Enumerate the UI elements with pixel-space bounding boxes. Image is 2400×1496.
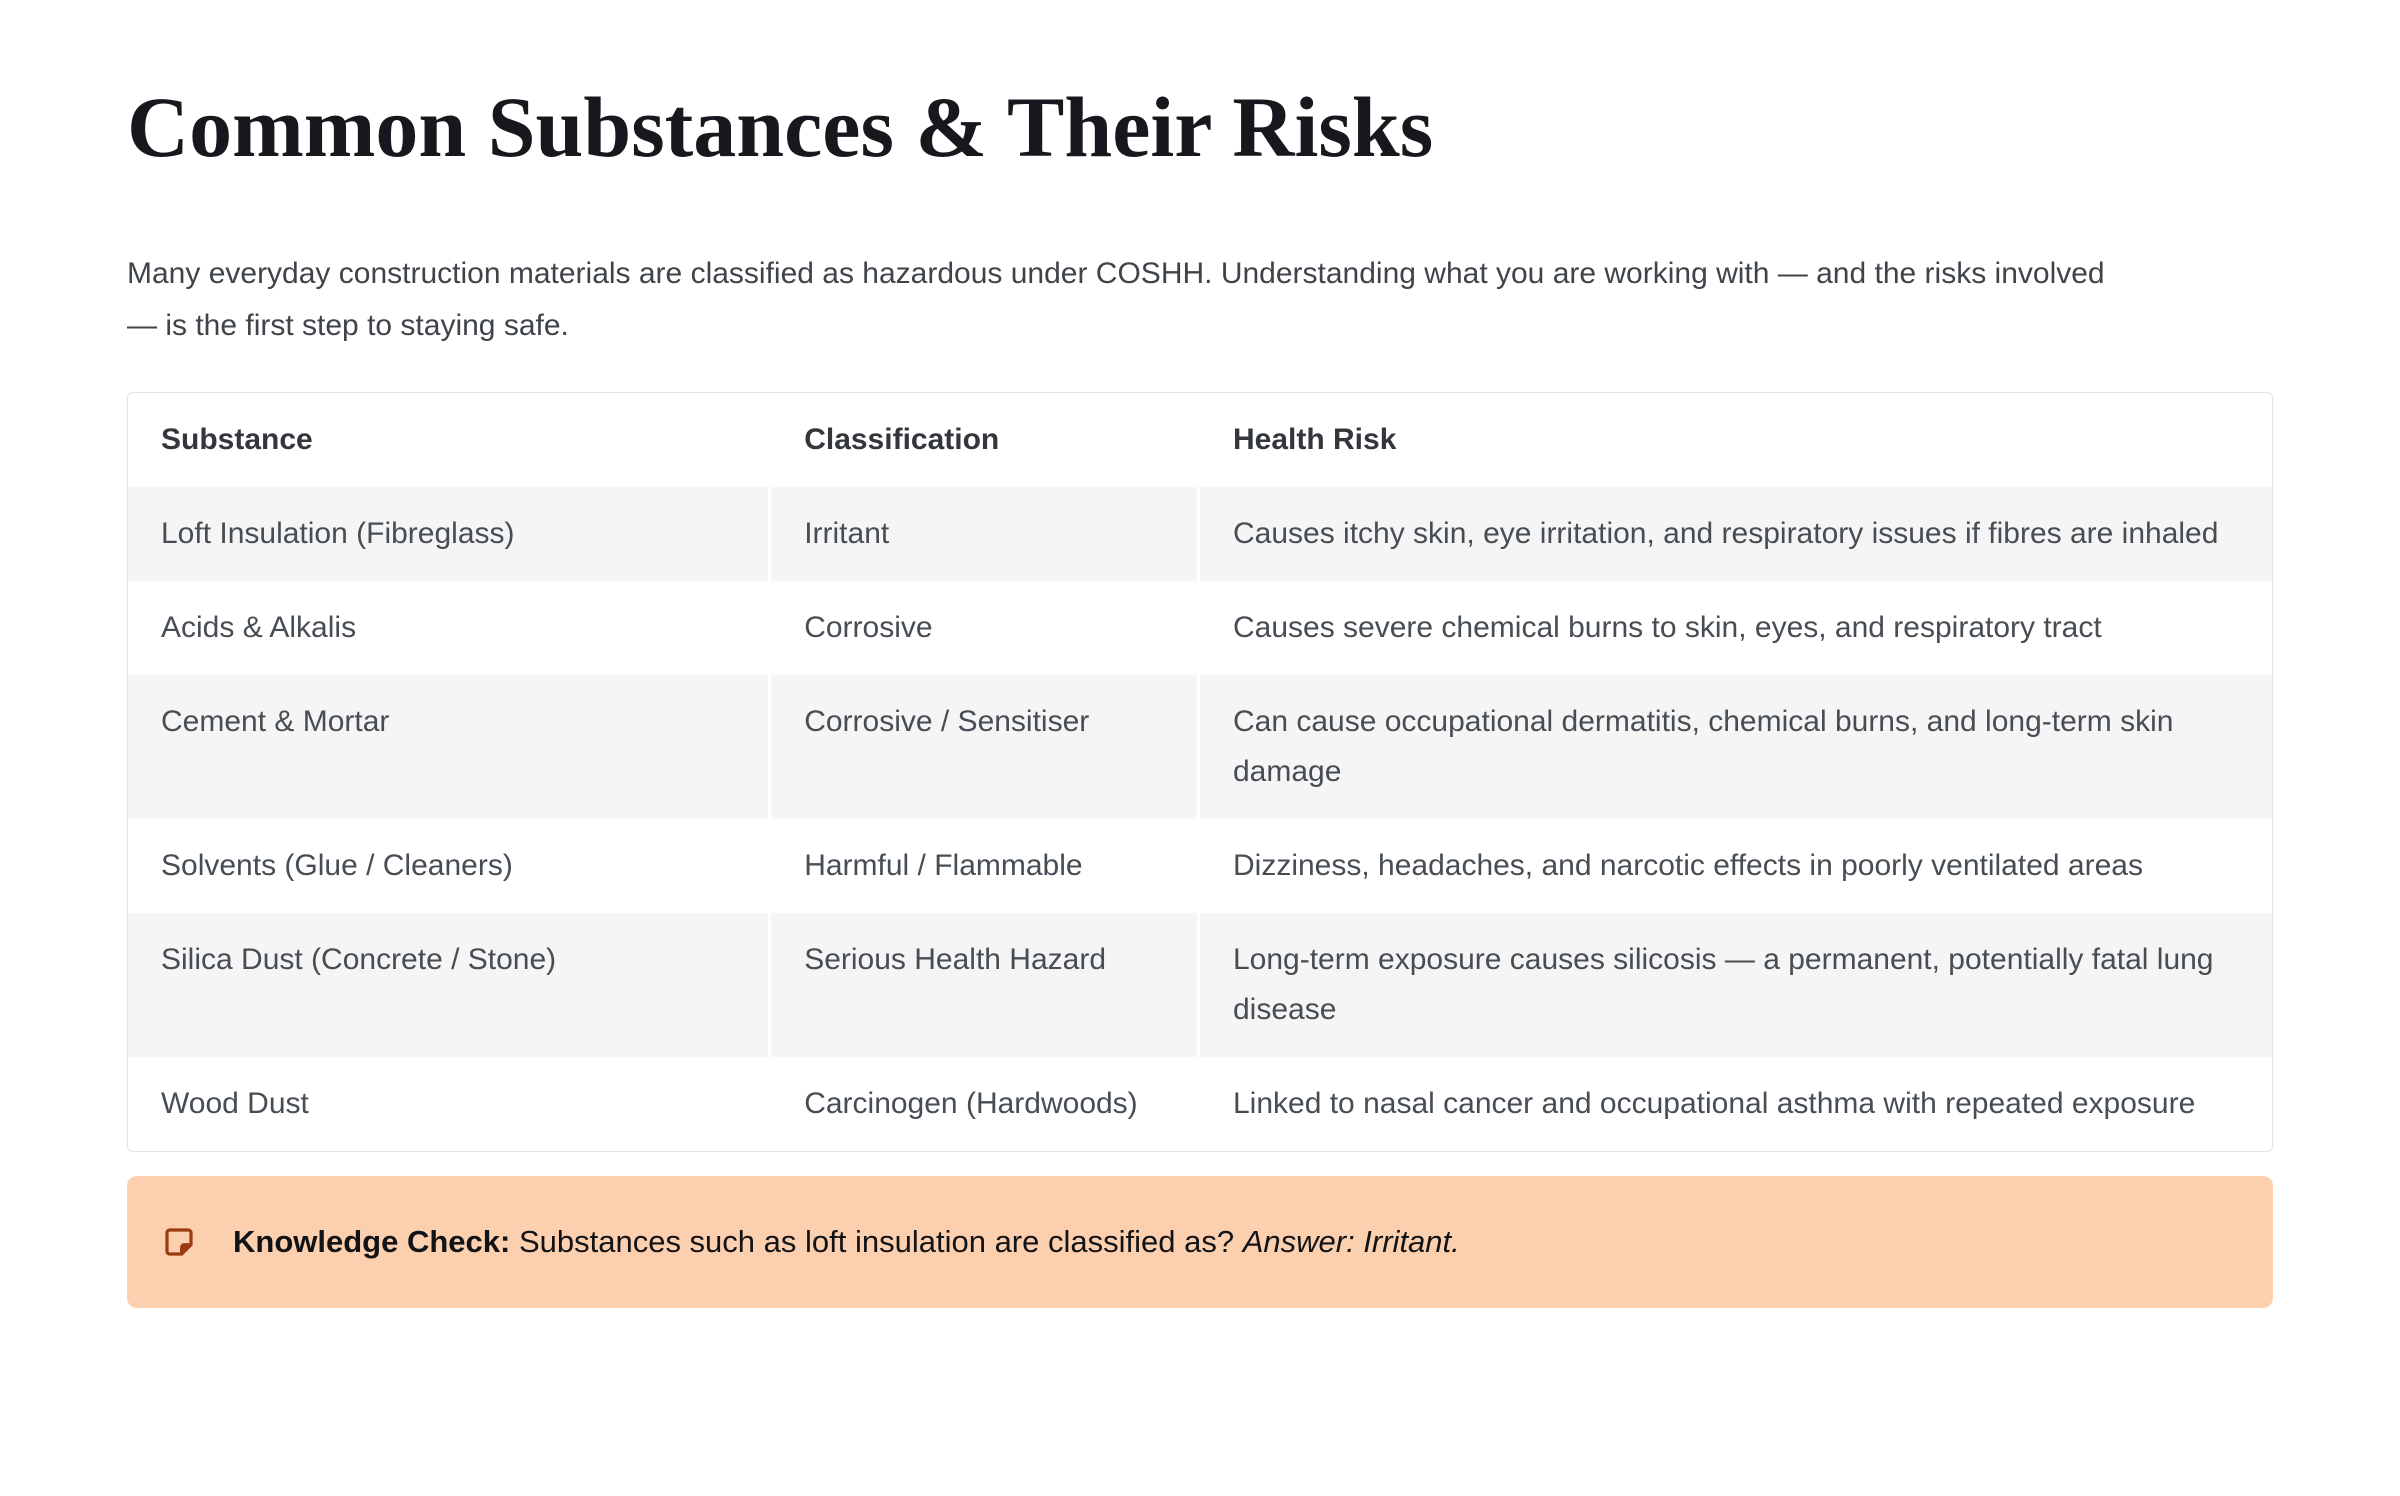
column-header-health-risk: Health Risk <box>1232 423 1397 456</box>
cell-substance: Wood Dust <box>128 1057 771 1151</box>
column-header-substance: Substance <box>128 393 771 487</box>
cell-health-risk: Dizziness, headaches, and narcotic effects in poorly ventilated areas <box>1200 819 2272 913</box>
cell-substance: Solvents (Glue / Cleaners) <box>128 819 771 913</box>
cell-substance: Cement & Mortar <box>128 675 771 819</box>
cell-health-risk: Causes severe chemical burns to skin, eyes, and respiratory tract <box>1200 581 2272 675</box>
substances-table <box>127 392 2273 1152</box>
lesson-section <box>127 0 2273 1308</box>
substances-risk-table <box>127 392 2273 1152</box>
cell-classification: Serious Health Hazard <box>771 913 1200 1057</box>
cell-classification: Irritant <box>771 487 1200 581</box>
knowledge-check-label: Knowledge Check: <box>233 1224 511 1259</box>
knowledge-check-answer: Answer: Irritant. <box>1242 1224 1460 1259</box>
knowledge-check-callout <box>127 1176 2273 1308</box>
table-row <box>128 1057 2272 1151</box>
cell-health-risk: Causes itchy skin, eye irritation, and respiratory issues if fibres are inhaled <box>1200 487 2272 581</box>
cell-substance: Silica Dust (Concrete / Stone) <box>128 913 771 1057</box>
page-title: Common Substances & Their Risks <box>127 79 1434 175</box>
cell-classification: Carcinogen (Hardwoods) <box>771 1057 1200 1151</box>
cell-substance: Loft Insulation (Fibreglass) <box>128 487 771 581</box>
cell-classification: Corrosive / Sensitiser <box>771 675 1200 819</box>
intro-line-1: Many everyday construction materials are classified as hazardous under COSHH. Understanding what you are working with — and the risks involved <box>127 257 2105 290</box>
cell-health-risk: Long-term exposure causes silicosis — a permanent, potentially fatal lung disease <box>1200 913 2272 1057</box>
table-row <box>128 675 2272 819</box>
cell-health-risk: Linked to nasal cancer and occupational asthma with repeated exposure <box>1200 1057 2272 1151</box>
table-row <box>128 581 2272 675</box>
cell-health-risk: Can cause occupational dermatitis, chemical burns, and long-term skin damage <box>1200 675 2272 819</box>
table-row <box>128 819 2272 913</box>
cell-classification: Harmful / Flammable <box>771 819 1200 913</box>
knowledge-check-text <box>233 1216 1460 1268</box>
table-header-row <box>128 393 2272 487</box>
table-row <box>128 487 2272 581</box>
intro-line-2: — is the first step to staying safe. <box>127 309 569 342</box>
column-header-classification: Classification <box>771 393 1200 487</box>
knowledge-check-question: Substances such as loft insulation are classified as? <box>518 1224 1235 1259</box>
sticky-note-icon <box>163 1226 195 1258</box>
table-row <box>128 913 2272 1057</box>
intro-paragraph <box>127 248 2273 352</box>
cell-substance: Acids & Alkalis <box>128 581 771 675</box>
cell-classification: Corrosive <box>771 581 1200 675</box>
